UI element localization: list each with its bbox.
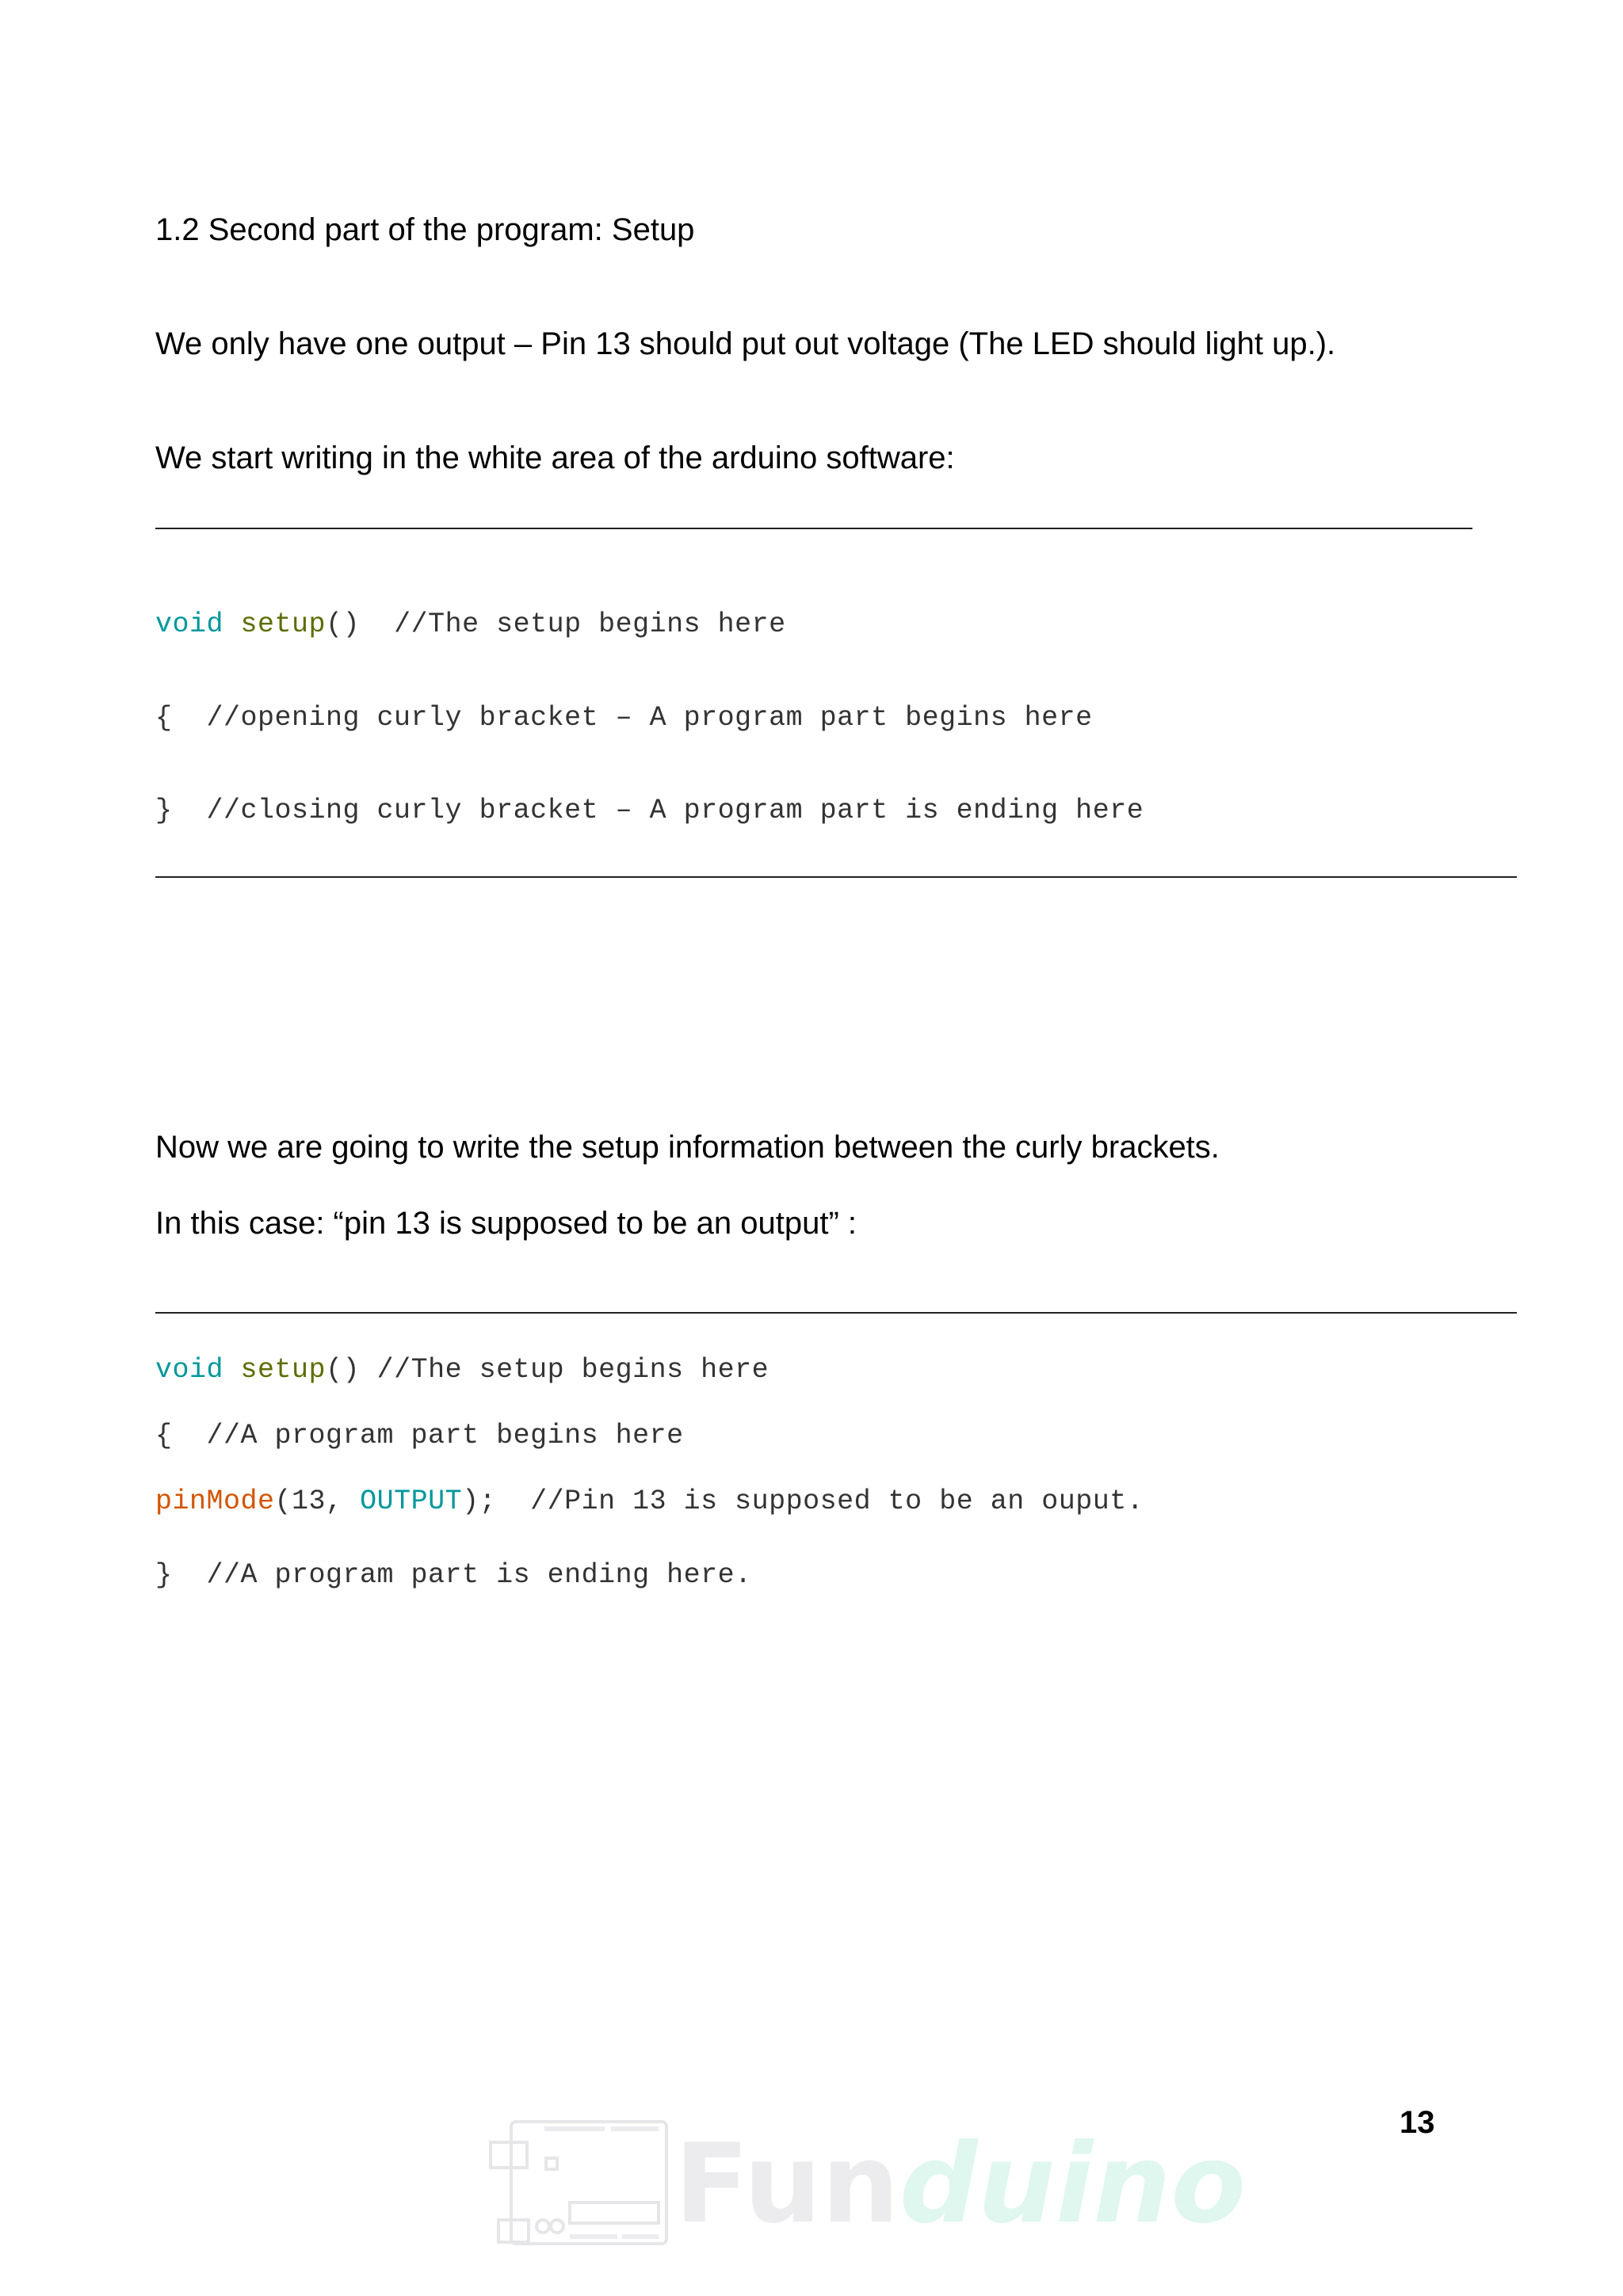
- code-text: ); //Pin 13 is supposed to be an ouput.: [462, 1486, 1144, 1517]
- watermark-text: [674, 2120, 1247, 2248]
- intro-paragraph-1: We only have one output – Pin 13 should put out voltage (The LED should light up.).: [155, 326, 1336, 361]
- middle-paragraph-1: Now we are going to write the setup information between the curly brackets.: [155, 1130, 1220, 1165]
- code-block-2-top-rule: [155, 1312, 1517, 1314]
- code-block-1-top-rule: [155, 528, 1472, 529]
- code-block-1-bottom-rule: [155, 876, 1517, 878]
- code-2-line-1: [155, 1352, 769, 1387]
- funduino-watermark: [487, 2115, 1247, 2258]
- code-2-line-4: } //A program part is ending here.: [155, 1559, 752, 1591]
- arduino-board-icon: [487, 2115, 674, 2250]
- code-2-line-3: [155, 1484, 1144, 1519]
- watermark-fun: Fun: [674, 2120, 899, 2248]
- code-text: (13,: [274, 1486, 361, 1517]
- code-1-line-3: } //closing curly bracket – A program part is ending here: [155, 795, 1144, 826]
- watermark-duino: duino: [899, 2120, 1247, 2248]
- page-number: 13: [1400, 2105, 1435, 2140]
- code-function: setup: [240, 1354, 327, 1386]
- code-constant: OUTPUT: [360, 1486, 463, 1517]
- code-keyword: void: [155, 608, 224, 640]
- code-2-line-2: { //A program part begins here: [155, 1420, 684, 1451]
- code-1-line-1: [155, 607, 786, 642]
- intro-paragraph-2: We start writing in the white area of the arduino software:: [155, 441, 955, 475]
- section-heading: 1.2 Second part of the program: Setup: [155, 212, 695, 247]
- code-1-line-2: { //opening curly bracket – A program part begins here: [155, 702, 1093, 734]
- code-text: () //The setup begins here: [326, 1354, 769, 1386]
- code-builtin: pinMode: [155, 1486, 275, 1517]
- middle-paragraph-2: In this case: “pin 13 is supposed to be an output” :: [155, 1206, 857, 1241]
- code-function: setup: [240, 608, 327, 640]
- code-keyword: void: [155, 1354, 224, 1386]
- code-text: () //The setup begins here: [326, 608, 786, 640]
